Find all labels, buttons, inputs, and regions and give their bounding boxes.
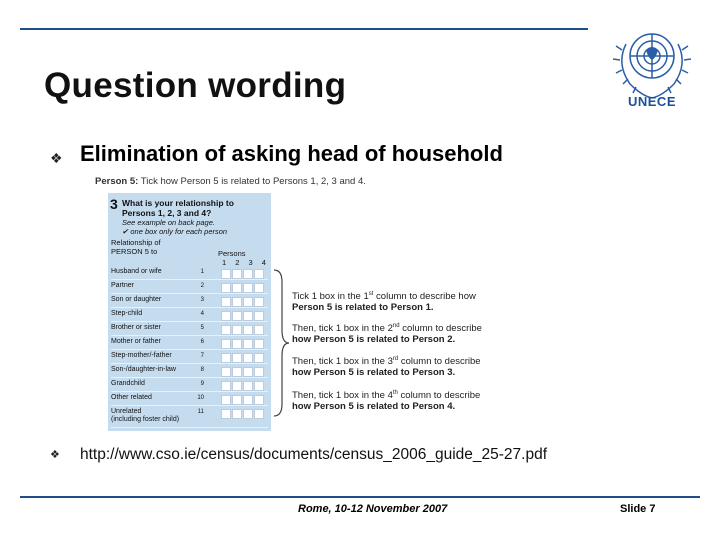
tick-box-person-3[interactable] <box>243 325 253 335</box>
relationship-row <box>111 294 268 308</box>
tick-box-person-4[interactable] <box>254 353 264 363</box>
relationship-label-note: (including foster child) <box>111 416 180 423</box>
tick-box-person-1[interactable] <box>221 339 231 349</box>
relationship-row <box>111 322 268 336</box>
tick-box-person-1[interactable] <box>221 283 231 293</box>
relationship-label: Son-/daughter-in-law <box>111 366 176 373</box>
tick-box-person-2[interactable] <box>232 311 242 321</box>
tick-box-person-2[interactable] <box>232 297 242 307</box>
tick-box-person-4[interactable] <box>254 367 264 377</box>
tick-box-person-1[interactable] <box>221 409 231 419</box>
slide-title: Question wording <box>44 66 347 105</box>
question-number: 3 <box>110 196 118 212</box>
relationship-code: 5 <box>200 325 204 331</box>
tick-box-person-3[interactable] <box>243 409 253 419</box>
relationship-code: 9 <box>200 381 204 387</box>
form-header: Person 5: Tick how Person 5 is related to Persons 1, 2, 3 and 4. <box>95 176 366 187</box>
tick-box-person-3[interactable] <box>243 367 253 377</box>
relationship-code: 6 <box>200 339 204 345</box>
tick-box-person-4[interactable] <box>254 311 264 321</box>
tick-box-person-3[interactable] <box>243 311 253 321</box>
relationship-row <box>111 308 268 322</box>
relationship-label: Brother or sister <box>111 324 161 331</box>
relationship-label: Husband or wife <box>111 268 162 275</box>
tick-box-person-2[interactable] <box>232 353 242 363</box>
relationship-row <box>111 280 268 294</box>
relationship-label: Other related <box>111 394 152 401</box>
instruction-3: Then, tick 1 box in the 3rd column to describe how Person 5 is related to Person 3. <box>292 356 481 379</box>
tick-box-person-4[interactable] <box>254 395 264 405</box>
tick-box-person-3[interactable] <box>243 353 253 363</box>
tick-box-person-4[interactable] <box>254 283 264 293</box>
tick-box-person-1[interactable] <box>221 325 231 335</box>
question-hint: See example on back page. ✔ one box only for each person <box>122 218 228 236</box>
footer-text: Rome, 10-12 November 2007 <box>298 503 448 515</box>
relationship-label: Mother or father <box>111 338 161 345</box>
tick-box-person-2[interactable] <box>232 409 242 419</box>
tick-box-person-1[interactable] <box>221 269 231 279</box>
relationship-row <box>111 336 268 350</box>
tick-box-person-1[interactable] <box>221 395 231 405</box>
tick-box-person-2[interactable] <box>232 339 242 349</box>
relationship-code: 11 <box>197 409 204 415</box>
tick-box-person-4[interactable] <box>254 269 264 279</box>
relationship-code: 8 <box>200 367 204 373</box>
relationship-header: Relationship of PERSON 5 to <box>111 238 161 256</box>
tick-box-person-4[interactable] <box>254 339 264 349</box>
relationship-label: Step-child <box>111 310 143 317</box>
diamond-bullet-icon: ❖ <box>50 150 63 166</box>
tick-box-person-1[interactable] <box>221 353 231 363</box>
relationship-code: 7 <box>200 353 204 359</box>
bottom-rule <box>20 496 700 498</box>
relationship-row <box>111 392 268 406</box>
relationship-row <box>111 350 268 364</box>
tick-box-person-4[interactable] <box>254 381 264 391</box>
relationship-code: 1 <box>200 269 204 275</box>
tick-box-person-1[interactable] <box>221 311 231 321</box>
relationship-row <box>111 378 268 392</box>
relationship-label: Unrelated <box>111 408 142 415</box>
diamond-bullet-icon: ❖ <box>50 449 60 461</box>
logo-label: UNECE <box>627 94 676 109</box>
relationship-label: Son or daughter <box>111 296 162 303</box>
tick-box-person-2[interactable] <box>232 283 242 293</box>
relationship-row <box>111 406 268 428</box>
tick-box-person-1[interactable] <box>221 367 231 377</box>
tick-box-person-4[interactable] <box>254 409 264 419</box>
source-link[interactable]: http://www.cso.ie/census/documents/census_2006_guide_25-27.pdf <box>80 446 548 463</box>
tick-box-person-2[interactable] <box>232 269 242 279</box>
tick-box-person-3[interactable] <box>243 297 253 307</box>
tick-box-person-4[interactable] <box>254 325 264 335</box>
tick-box-person-2[interactable] <box>232 325 242 335</box>
bullet-heading: Elimination of asking head of household <box>80 141 503 166</box>
persons-header: Persons <box>218 249 246 258</box>
top-rule <box>20 28 588 30</box>
relationship-row <box>111 364 268 378</box>
tick-box-person-3[interactable] <box>243 381 253 391</box>
relationship-label: Grandchild <box>111 380 145 387</box>
question-text: What is your relationship to Persons 1, 2, 3 and 4? <box>122 198 234 218</box>
instruction-4: Then, tick 1 box in the 4th column to describe how Person 5 is related to Person 4. <box>292 390 481 413</box>
brace-icon <box>272 268 290 418</box>
relationship-label: Step-mother/-father <box>111 352 172 359</box>
instruction-2: Then, tick 1 box in the 2nd column to describe how Person 5 is related to Person 2. <box>292 323 482 346</box>
relationship-code: 4 <box>200 311 204 317</box>
relationship-label: Partner <box>111 282 134 289</box>
tick-box-person-3[interactable] <box>243 283 253 293</box>
relationship-code: 3 <box>200 297 204 303</box>
tick-box-person-2[interactable] <box>232 395 242 405</box>
tick-box-person-1[interactable] <box>221 297 231 307</box>
tick-box-person-3[interactable] <box>243 339 253 349</box>
tick-box-person-4[interactable] <box>254 297 264 307</box>
tick-box-person-1[interactable] <box>221 381 231 391</box>
relationship-code: 10 <box>197 395 204 401</box>
tick-box-person-2[interactable] <box>232 381 242 391</box>
slide-number: Slide 7 <box>620 503 656 515</box>
tick-box-person-3[interactable] <box>243 395 253 405</box>
relationship-code: 2 <box>200 283 204 289</box>
persons-columns: 1 2 3 4 <box>222 258 266 267</box>
tick-box-person-2[interactable] <box>232 367 242 377</box>
instruction-1: Tick 1 box in the 1st column to describe how Person 5 is related to Person 1. <box>292 291 476 314</box>
row-divider <box>111 427 268 428</box>
tick-box-person-3[interactable] <box>243 269 253 279</box>
relationship-row <box>111 266 268 280</box>
